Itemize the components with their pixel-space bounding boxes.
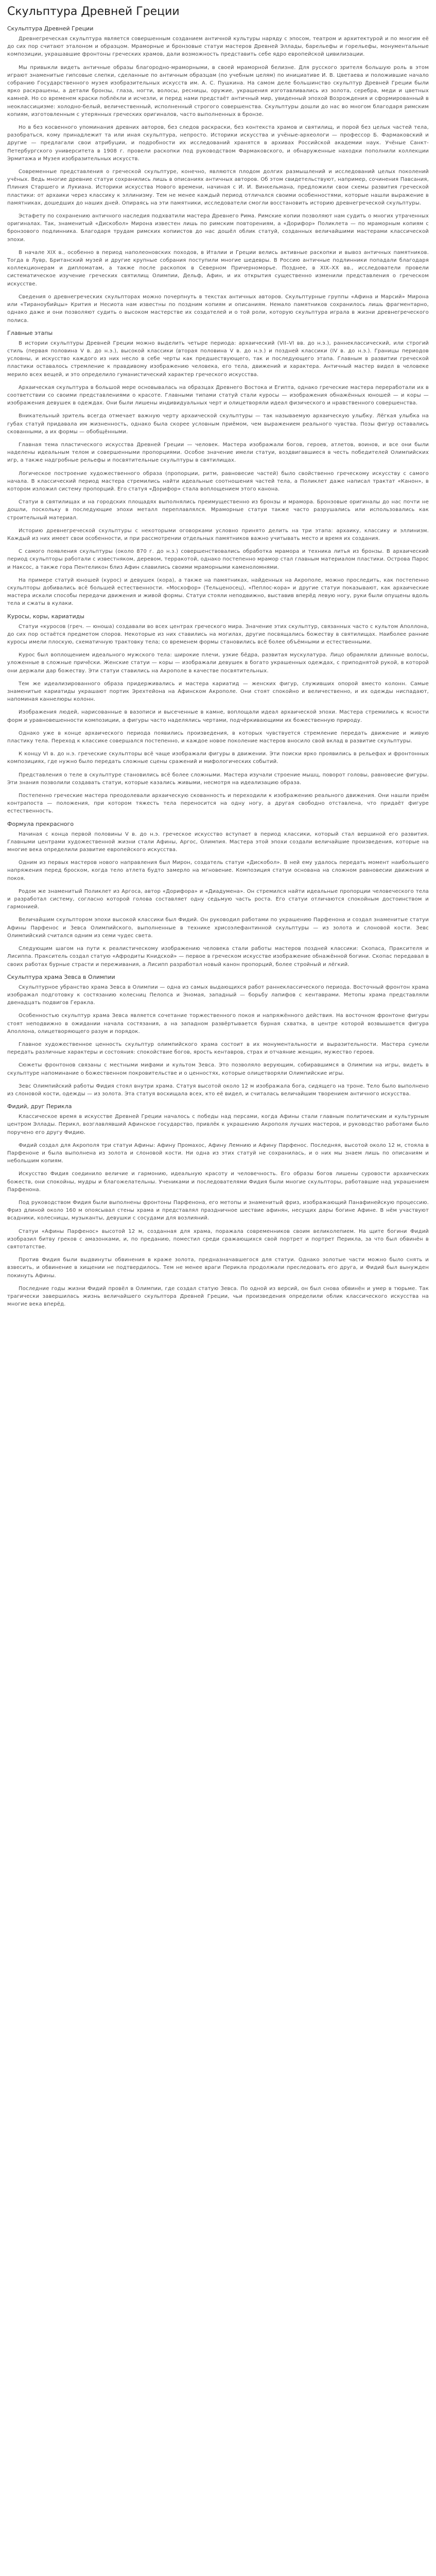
- paragraph: Главное художественное ценность скульптур олимпийского храма состоит в их монументальности и выразительности. Мастера сумели передать различные характеры и состояния: спокойствие богов, ярость кентавров, страх и отчаяние женщин, мужество героев.: [7, 1041, 429, 1056]
- paragraph: Последние годы жизни Фидий провёл в Олимпии, где создал статую Зевса. По одной из версий, он был снова обвинён и умер в тюрьме. Так трагически завершилась жизнь величайшего скульптора Древней Греции, чьи произведения определили облик классического искусства на многие века вперёд.: [7, 1285, 429, 1308]
- paragraph: В начале XIX в., особенно в период наполеоновских походов, в Италии и Греции велись активные раскопки и вывоз античных памятников. Тогда в Лувр, Британский музей и другие крупные собрания поступили многие шедевры. В Россию античные подлинники попадали благодаря коллекционерам и дипломатам, а также после раскопок в Северном Причерноморье. Позднее, в XIX–XX вв., исследователи провели систематическое изучение греческих святилищ Олимпии, Дельф, Афин, и их открытия существенно изменили представления о греческом искусстве.: [7, 249, 429, 287]
- paragraph: Начиная с конца первой половины V в. до н.э. греческое искусство вступает в период классики, который стал вершиной его развития. Главными центрами художественной жизни стали Афины, Аргос, Олимпия. Мастера этой эпохи создали величайшие произведения, которые на многие века определили развитие европейского искусства.: [7, 831, 429, 853]
- paragraph: Тем же идеализированного образа придерживались и мастера кариатид — женских фигур, служивших опорой вместо колонн. Самые знаменитые кариатиды украшают портик Эрехтейона на Афинском Акрополе. Они стоят спокойно и величественно, и их одежды ниспадают, напоминая каннелюры колонн.: [7, 681, 429, 703]
- paragraph: Представления о теле в скульптуре становились всё более сложными. Мастера изучали строение мышц, поворот головы, равновесие фигуры. Эти знания позволили создавать статуи, которые казались живыми, несмотря на идеализацию образа.: [7, 772, 429, 786]
- paragraph: Вникательный зритель всегда отмечает важную черту архаической скульптуры — так называемую архаическую улыбку. Лёгкая улыбка на губах статуй придавала им жизненность, однако была скорее условным приёмом, чем выражением реального чувства. Позы фигур оставались скованными, а их формы — обобщёнными.: [7, 413, 429, 435]
- paragraph: Одним из первых мастеров нового направления был Мирон, создатель статуи «Дискобол». В ней ему удалось передать момент наибольшего напряжения перед броском, когда тело атлета будто замерло на мгновение. Композиция статуи основана на сложном равновесии движения и покоя.: [7, 860, 429, 882]
- paragraph: Против Фидия были выдвинуты обвинения в краже золота, предназначавшегося для статуи. Однако золотые части можно было снять и взвесить, и обвинение в хищении не подтвердилось. Тем не менее враги Перикла продолжали преследовать его друга, и Фидий был вынужден покинуть Афины.: [7, 1257, 429, 1279]
- paragraph: Сведения о древнегреческих скульпторах можно почерпнуть в текстах античных авторов. Скульптурные группы «Афина и Марсий» Мирона или «Тираноубийцы» Крития и Несиота нам известны по поздним копиям и описаниям. Немало памятников сохранилось лишь фрагментарно, однако даже и они позволяют судить о высоком мастерстве их создателей и о той роли, которую скульптура играла в жизни древнегреческого полиса.: [7, 294, 429, 324]
- paragraph: Изображения людей, нарисованные в вазописи и высеченные в камне, воплощали идеал архаической эпохи. Мастера стремились к ясности форм и уравновешенности композиции, а фигуры часто наделялись чертами, подчёркивающими их божественную природу.: [7, 709, 429, 723]
- paragraph: Статуи «куросов (греч. — юноша) создавали во всех центрах греческого мира. Значение этих скульптур, связанных часто с культом Аполлона, до сих пор остаётся предметом споров. Некоторые из них ставились на могилах, другие посвящались божеству в святилищах. Наиболее ранние куросы имели плоскую, схематичную трактовку тела; со временем формы становились всё более объёмными и естественными.: [7, 623, 429, 645]
- paragraph: Особенностью скульптур храма Зевса является сочетание торжественного покоя и напряжённого действия. На восточном фронтоне фигуры стоят неподвижно в ожидании начала состязания, а на западном развёртывается бурная схватка, в центре которой возвышается фигура Аполлона, олицетворяющего разум и порядок.: [7, 1013, 429, 1035]
- paragraph: Следующим шагом на пути к реалистическому изображению человека стали работы мастеров поздней классики: Скопаса, Праксителя и Лисиппа. Пракситель создал статую «Афродиты Книдской» — первое в греческом искусстве изображение обнажённой богини. Скопас передавал в своих работах бурные страсти и переживания, а Лисипп разработал новый канон пропорций, более стройный и лёгкий.: [7, 946, 429, 968]
- paragraph: Мы привыкли видеть античные образы благородно-мраморными, в своей мраморной белизне. Для русского зрителя большую роль в этом играют знаменитые гипсовые слепки, сделанные по античным образцам (по учебным целям) по инициативе И. В. Цветаева и положившие начало собранию Государственного музея изобразительных искусств им. А. С. Пушкина. На самом деле большинство скульптур Древней Греции были ярко раскрашены, а детали бронзы, глаза, ногти, волосы, ресницы, оружие, украшения изготавливались из золота, серебра, меди и цветных камней. Но со временем краски поблёкли и исчезли, и перед нами предстаёт античный мир, увиденный эпохой Возрождения и сформированный в неоклассицизме: холодно-белый, величественный, исполненный строгого совершенства. Скульптуры дошли до нас во многом благодаря римским копиям, изготовленным с утерянных греческих оригиналов, часто выполненных в бронзе.: [7, 64, 429, 117]
- section-heading: Формула прекрасного: [7, 820, 74, 827]
- article-title: Скульптура Древней Греции: [7, 5, 180, 18]
- paragraph: Скульптурное убранство храма Зевса в Олимпии — одна из самых выдающихся работ раннеклассического периода. Восточный фронтон храма изображал подготовку к состязанию колесниц Пелопса и Эномая, западный — борьбу лапифов с кентаврами. Метопы храма представляли двенадцать подвигов Геракла.: [7, 984, 429, 1006]
- section-heading: Фидий, друг Перикла: [7, 1103, 72, 1110]
- paragraph: Логическое построение художественного образа (пропорции, ритм, равновесие частей) было свойственно греческому искусству с самого начала. В классический период мастера стремились найти идеальные соотношения частей тела, а Поликлет даже написал трактат «Канон», в котором изложил систему пропорций. Его статуя «Дорифор» стала воплощением этого канона.: [7, 470, 429, 492]
- paragraph: Курос был воплощением идеального мужского тела: широкие плечи, узкие бёдра, развитая мускулатура. Лицо обрамляли длинные волосы, уложенные в сложные причёски. Женские статуи — коры — изображали девушек в богато украшенных одеждах, с приподнятой рукой, в которой они держали дар божеству. Эти статуи ставились на Акрополе в качестве посвятительных.: [7, 652, 429, 674]
- paragraph: Историю древнегреческой скульптуры с некоторыми оговорками условно принято делить на три этапа: архаику, классику и эллинизм. Каждый из них имеет свои особенности, и при рассмотрении отдельных памятников важно учитывать место и время их создания.: [7, 528, 429, 541]
- paragraph: Главная тема пластического искусства Древней Греции — человек. Мастера изображали богов, героев, атлетов, воинов, и все они были наделены идеальным телом и совершенными пропорциями. Особое значение имели статуи, воздвигавшиеся в честь победителей Олимпийских игр, а также надгробные рельефы и посвятительные скульптуры в святилищах.: [7, 442, 429, 464]
- paragraph: Современные представления о греческой скульптуре, конечно, являются плодом долгих размышлений и исследований целых поколений учёных. Ведь многие древние статуи сохранились лишь в описаниях античных авторов. Об этом свидетельствуют, например, сочинения Павсания, Плиния Старшего и Лукиана. Историки искусства Нового времени, начиная с И. И. Винкельмана, предложили свои схемы развития греческой пластики: от архаики через классику к эллинизму. Тем не менее каждый период отличался своими особенностями, которые нашли выражение в памятниках, дошедших до наших дней. Опираясь на эти памятники, исследователи смогли восстановить историю древнегреческой скульптуры.: [7, 169, 429, 206]
- paragraph: В истории скульптуры Древней Греции можно выделить четыре периода: архаический (VII–VI вв. до н.э.), раннеклассический, или строгий стиль (первая половина V в. до н.э.), высокой классики (вторая половина V в. до н.э.) и поздней классики (IV в. до н.э.). Границы периодов условны, и искусство каждого из них несло в себе черты как предшествующего, так и последующего этапа. Главным в развитии греческой пластики оставалось стремление к правдивому изображению человека, его тела, движений и характера. Античный мастер видел в человеке мерило всех вещей, и это определило гуманистический характер греческого искусства.: [7, 340, 429, 378]
- article-body: [7, 35, 429, 1308]
- paragraph: К концу VI в. до н.э. греческие скульпторы всё чаще изображали фигуры в движении. Эти поиски ярко проявились в рельефах и фронтонных композициях, где нужно было передать сложные сцены сражений и мифологических событий.: [7, 751, 429, 765]
- paragraph: Статуи в святилищах и на городских площадях выполнялись преимущественно из бронзы и мрамора. Бронзовые оригиналы до нас почти не дошли, поскольку в последующие эпохи металл переплавлялся. Мраморные статуи также часто разрушались или использовались как строительный материал.: [7, 499, 429, 521]
- article-subtitle: Скульптура Древней Греции: [7, 25, 94, 32]
- paragraph: Статуи «Афины Парфенос» высотой 12 м, созданная для храма, поражала современников своим великолепием. На щите богини Фидий изобразил битву греков с амазонками, и, по преданию, поместил среди сражающихся свой портрет и портрет Перикла, за что был обвинён в святотатстве.: [7, 1228, 429, 1250]
- paragraph: Постепенно греческие мастера преодолевали архаическую скованность и переходили к изображению реального движения. Они нашли приём контрапоста — положения, при котором тяжесть тела переносится на одну ногу, а другая свободно отставлена, что придаёт фигуре естественность.: [7, 793, 429, 815]
- paragraph: Однако уже в конце архаического периода появились произведения, в которых чувствуется стремление передать движение и живую пластику тела. Переход к классике совершался постепенно, и каждое новое поколение мастеров вносило свой вклад в развитие скульптуры.: [7, 730, 429, 744]
- paragraph: Родом же знаменитый Поликлет из Аргоса, автор «Дорифора» и «Диадумена». Он стремился найти идеальные пропорции человеческого тела и разработал систему, согласно которой голова составляет одну седьмую часть роста. Его статуи отличаются спокойным достоинством и гармонией.: [7, 888, 429, 910]
- paragraph: Эстафету по сохранению античного наследия подхватили мастера Древнего Рима. Римские копии позволяют нам судить о многих утраченных оригиналах. Так, знаменитый «Дискобол» Мирона известен лишь по римским повторениям, а «Дорифор» Поликлета — по мраморным копиям с бронзового подлинника. Благодаря трудам римских копиистов до нас дошёл облик статуй, созданных величайшими мастерами классической эпохи.: [7, 213, 429, 243]
- paragraph: Зевс Олимпийский работы Фидия стоял внутри храма. Статуя высотой около 12 м изображала бога, сидящего на троне. Тело было выполнено из слоновой кости, одежды — из золота. Эта статуя восхищала всех, кто её видел, и считалась величайшим творением античного искусства.: [7, 1083, 429, 1097]
- paragraph: Фидий создал для Акрополя три статуи Афины: Афину Промахос, Афину Лемнию и Афину Парфенос. Последняя, высотой около 12 м, стояла в Парфеноне и была выполнена из золота и слоновой кости. Ни одна из этих статуй не сохранилась, и о них мы знаем лишь по описаниям и небольшим копиям.: [7, 1142, 429, 1164]
- section-heading: Скульптура храма Зевса в Олимпии: [7, 973, 115, 980]
- paragraph: Классическое время в искусстве Древней Греции началось с победы над персами, когда Афины стали главным политическим и культурным центром Эллады. Перикл, возглавлявший Афинское государство, привлёк к украшению Акрополя лучших мастеров, и руководство работами было поручено его другу Фидию.: [7, 1114, 429, 1136]
- paragraph: Величайшим скульптором эпохи высокой классики был Фидий. Он руководил работами по украшению Парфенона и создал знаменитые статуи Афины Парфенос и Зевса Олимпийского, выполненные в технике хрисоэлефантинной скульптуры — из золота и слоновой кости. Зевс Олимпийский считался одним из семи чудес света.: [7, 917, 429, 939]
- section-heading: Куросы, коры, кариатиды: [7, 613, 84, 620]
- section-heading: Главные этапы: [7, 329, 53, 336]
- paragraph: Древнегреческая скульптура является совершенным созданием античной культуры наряду с эпосом, театром и архитектурой и по многим её до сих пор считают эталоном и образцом. Мраморные и бронзовые статуи мастеров Древней Эллады, барельефы и горельефы, монументальные композиции, украшавшие фронтоны греческих храмов, дали возможность представить себе ядро европейской цивилизации.: [7, 36, 429, 58]
- paragraph: На примере статуй юношей (курос) и девушек (кора), а также на памятниках, найденных на Акрополе, можно проследить, как постепенно скульпторы добивались всё большей естественности. «Мосхофор» (Тельценосец), «Пеплос-кора» и другие статуи показывают, как архаические мастера искали способы передачи движения и живой формы. Статуи стояли неподвижно, выставив вперёд левую ногу, руки были опущены вдоль тела и сжаты в кулаки.: [7, 577, 429, 607]
- paragraph: Сюжеты фронтонов связаны с местными мифами и культом Зевса. Это позволяло верующим, собиравшимся в Олимпии на игры, видеть в скульптуре напоминание о божественном покровительстве и о ценностях, которые олицетворяли Олимпийские игры.: [7, 1062, 429, 1076]
- paragraph: Под руководством Фидия были выполнены фронтоны Парфенона, его метопы и знаменитый фриз, изображающий Панафинейскую процессию. Фриз длиной около 160 м опоясывал стены храма и представлял праздничное шествие афинян, несущих дары богине Афине. В нём участвуют всадники, колесницы, музыканты, девушки с сосудами для возлияний.: [7, 1199, 429, 1222]
- paragraph: Архаическая скульптура в большой мере основывалась на образцах Древнего Востока и Египта, однако греческие мастера переработали их в соответствии со своими представлениями о красоте. Главными типами статуй стали куросы — изображения обнажённых юношей — и коры — изображения девушек в одеждах. Они были лишены индивидуальных черт и олицетворяли идеал физического и нравственного совершенства.: [7, 384, 429, 406]
- paragraph: Но в без косвенного упоминания древних авторов, без следов раскраски, без контекста храмов и святилищ, и порой без целых частей тела, разобраться, кому принадлежит та или иная скульптура, непросто. Историки искусства и учёные-археологи — профессор Б. Фармаковский и другие — предлагали свои атрибуции, и подробности их исследований хранятся в архивах Российской академии наук. Учёные Санкт-Петербургского университета в 1908 г. провели раскопки под руководством Фармаковского, и обнаруженные находки пополнили коллекции Эрмитажа и Музея изобразительных искусств.: [7, 125, 429, 162]
- paragraph: С самого появления скульптуры (около 870 г. до н.э.) совершенствовались обработка мрамора и техника литья из бронзы. В архаический период скульпторы работали с известняком, деревом, терракотой, однако постепенно мрамор стал главным материалом пластики. Острова Парос и Наксос, а также гора Пентеликон близ Афин славились своими мраморными каменоломнями.: [7, 549, 429, 570]
- paragraph: Искусство Фидия соединило величие и гармонию, идеальную красоту и человечность. Его образы богов лишены суровости архаических божеств, они спокойны, мудры и благожелательны. Учениками и последователями Фидия были многие скульпторы, работавшие над украшением Парфенона.: [7, 1171, 429, 1193]
